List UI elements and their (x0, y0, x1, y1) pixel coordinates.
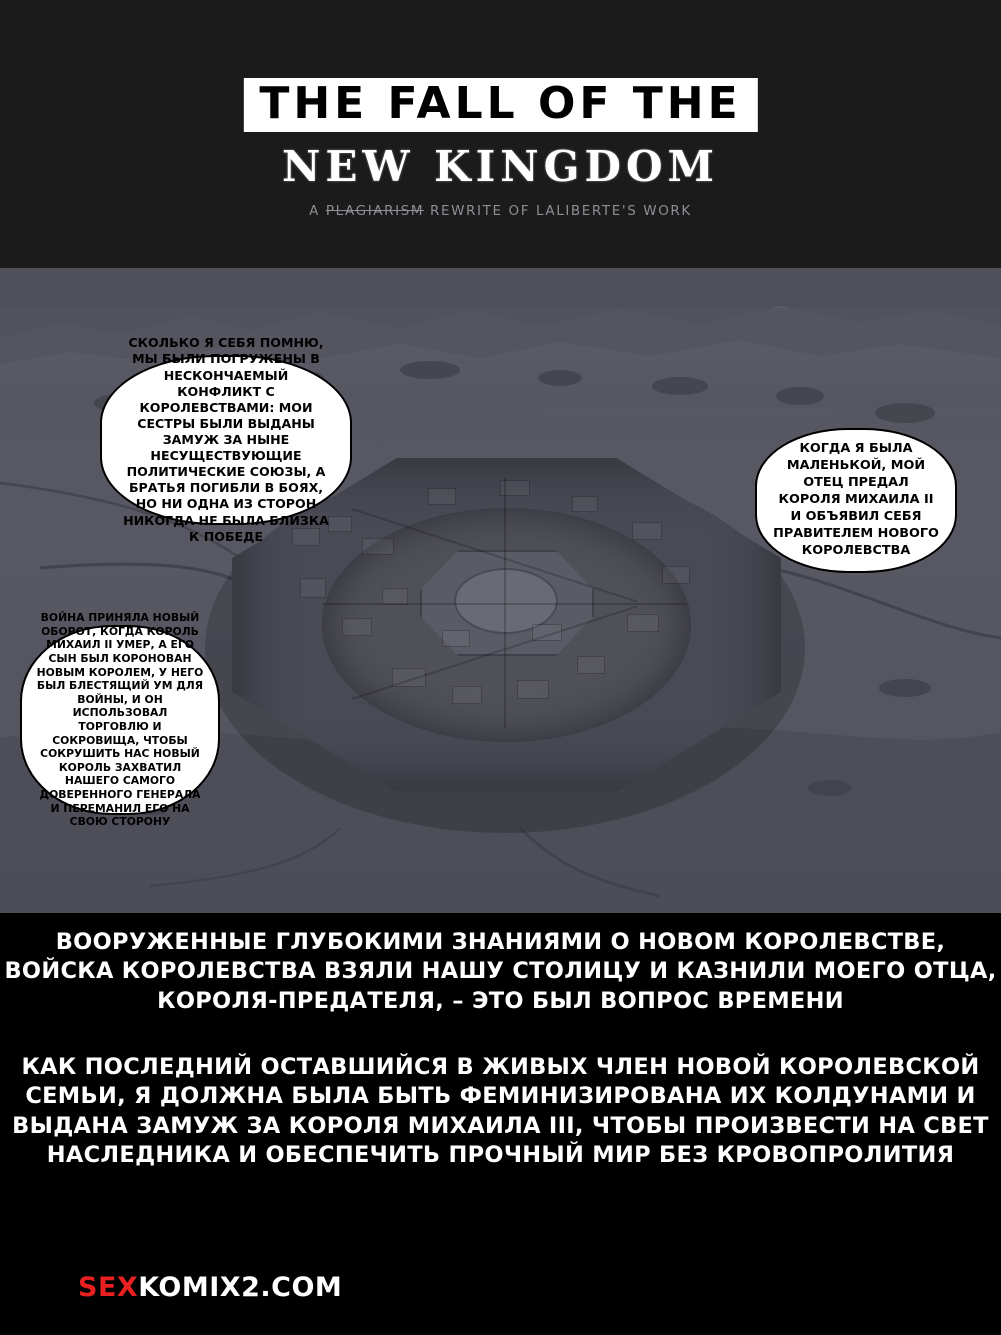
subtitle-struck-word: PLAGIARISM (325, 203, 425, 219)
city-block (627, 614, 659, 632)
speech-bubble-2 (755, 428, 957, 573)
city-block (517, 680, 549, 699)
speech-bubble-1-text: СКОЛЬКО Я СЕБЯ ПОМНЮ, МЫ БЫЛИ ПОГРУЖЕНЫ В НЕСКОНЧАЕМЫЙ КОНФЛИКТ С КОРОЛЕВСТВАМИ: МОИ СЕСТРЫ БЫЛИ ВЫДАНЫ ЗАМУЖ ЗА НЫНЕ НЕСУЩЕСТВУЮЩИЕ ПОЛИТИЧЕСКИЕ СОЮЗЫ, А БРАТЬЯ ПОГИБЛИ В БОЯХ, НО НИ ОДНА ИЗ СТОРОН НИКОГДА НЕ БЫЛА БЛИЗКА К ПОБЕДЕ (123, 335, 329, 544)
narration-block-2: КАК ПОСЛЕДНИЙ ОСТАВШИЙСЯ В ЖИВЫХ ЧЛЕН НОВОЙ КОРОЛЕВСКОЙ СЕМЬИ, Я ДОЛЖНА БЫЛА БЫТЬ ФЕМИНИЗИРОВАНА ИХ КОЛДУНАМИ И ВЫДАНА ЗАМУЖ ЗА КОРОЛЯ МИХАИЛА III, ЧТОБЫ ПРОИЗВЕСТИ НА СВЕТ НАСЛЕДНИКА И ОБЕСПЕЧИТЬ ПРОЧНЫЙ МИР БЕЗ КРОВОПРОЛИТИЯ (12, 1054, 989, 1168)
city-block (662, 566, 690, 584)
city-block (442, 630, 470, 647)
city-block (577, 656, 605, 674)
city-block (342, 618, 372, 636)
city-block (328, 516, 352, 532)
city-road (504, 478, 506, 728)
city-block (452, 686, 482, 704)
city-block (362, 538, 394, 555)
speech-bubble-1 (100, 335, 352, 544)
title-header (0, 0, 1001, 268)
subtitle (309, 203, 692, 219)
speech-bubble-3 (20, 611, 220, 829)
title-line-1: THE FALL OF THE (243, 78, 757, 132)
title-line-2: NEW KINGDOM (281, 142, 720, 191)
subtitle-prefix: A (309, 203, 326, 219)
city-block (572, 496, 598, 512)
narration-block-1: ВООРУЖЕННЫЕ ГЛУБОКИМИ ЗНАНИЯМИ О НОВОМ КОРОЛЕВСТВЕ, ВОЙСКА КОРОЛЕВСТВА ВЗЯЛИ НАШУ СТОЛИЦУ И КАЗНИЛИ МОЕГО ОТЦА, КОРОЛЯ-ПРЕДАТЕЛЯ, – ЭТО БЫЛ ВОПРОС ВРЕМЕНИ (4, 929, 997, 1014)
speech-bubble-3-text: ВОЙНА ПРИНЯЛА НОВЫЙ ОБОРОТ, КОГДА КОРОЛЬ МИХАИЛ II УМЕР, А ЕГО СЫН БЫЛ КОРОНОВАН НОВЫМ КОРОЛЕМ, У НЕГО БЫЛ БЛЕСТЯЩИЙ УМ ДЛЯ ВОЙНЫ, И ОН ИСПОЛЬЗОВАЛ ТОРГОВЛЮ И СОКРОВИЩА, ЧТОБЫ СОКРУШИТЬ НАС НОВЫЙ КОРОЛЬ ЗАХВАТИЛ НАШЕГО САМОГО ДОВЕРЕННОГО ГЕНЕРАЛА И ПЕРЕМАНИЛ ЕГО НА СВОЮ СТОРОНУ (36, 611, 204, 829)
site-watermark (78, 1272, 342, 1303)
city-block (428, 488, 456, 505)
watermark-part-1: SEX (78, 1272, 139, 1303)
city-block (632, 522, 662, 540)
subtitle-suffix: REWRITE OF LALIBERTE'S WORK (424, 203, 692, 219)
city-block (300, 578, 326, 598)
watermark-part-2: KOMIX2.COM (138, 1272, 343, 1303)
speech-bubble-2-text: КОГДА Я БЫЛА МАЛЕНЬКОЙ, МОЙ ОТЕЦ ПРЕДАЛ КОРОЛЯ МИХАИЛА II И ОБЪЯВИЛ СЕБЯ ПРАВИТЕЛЕМ НОВОГО КОРОЛЕВСТВА (773, 441, 939, 558)
artwork-panel (0, 268, 1001, 913)
